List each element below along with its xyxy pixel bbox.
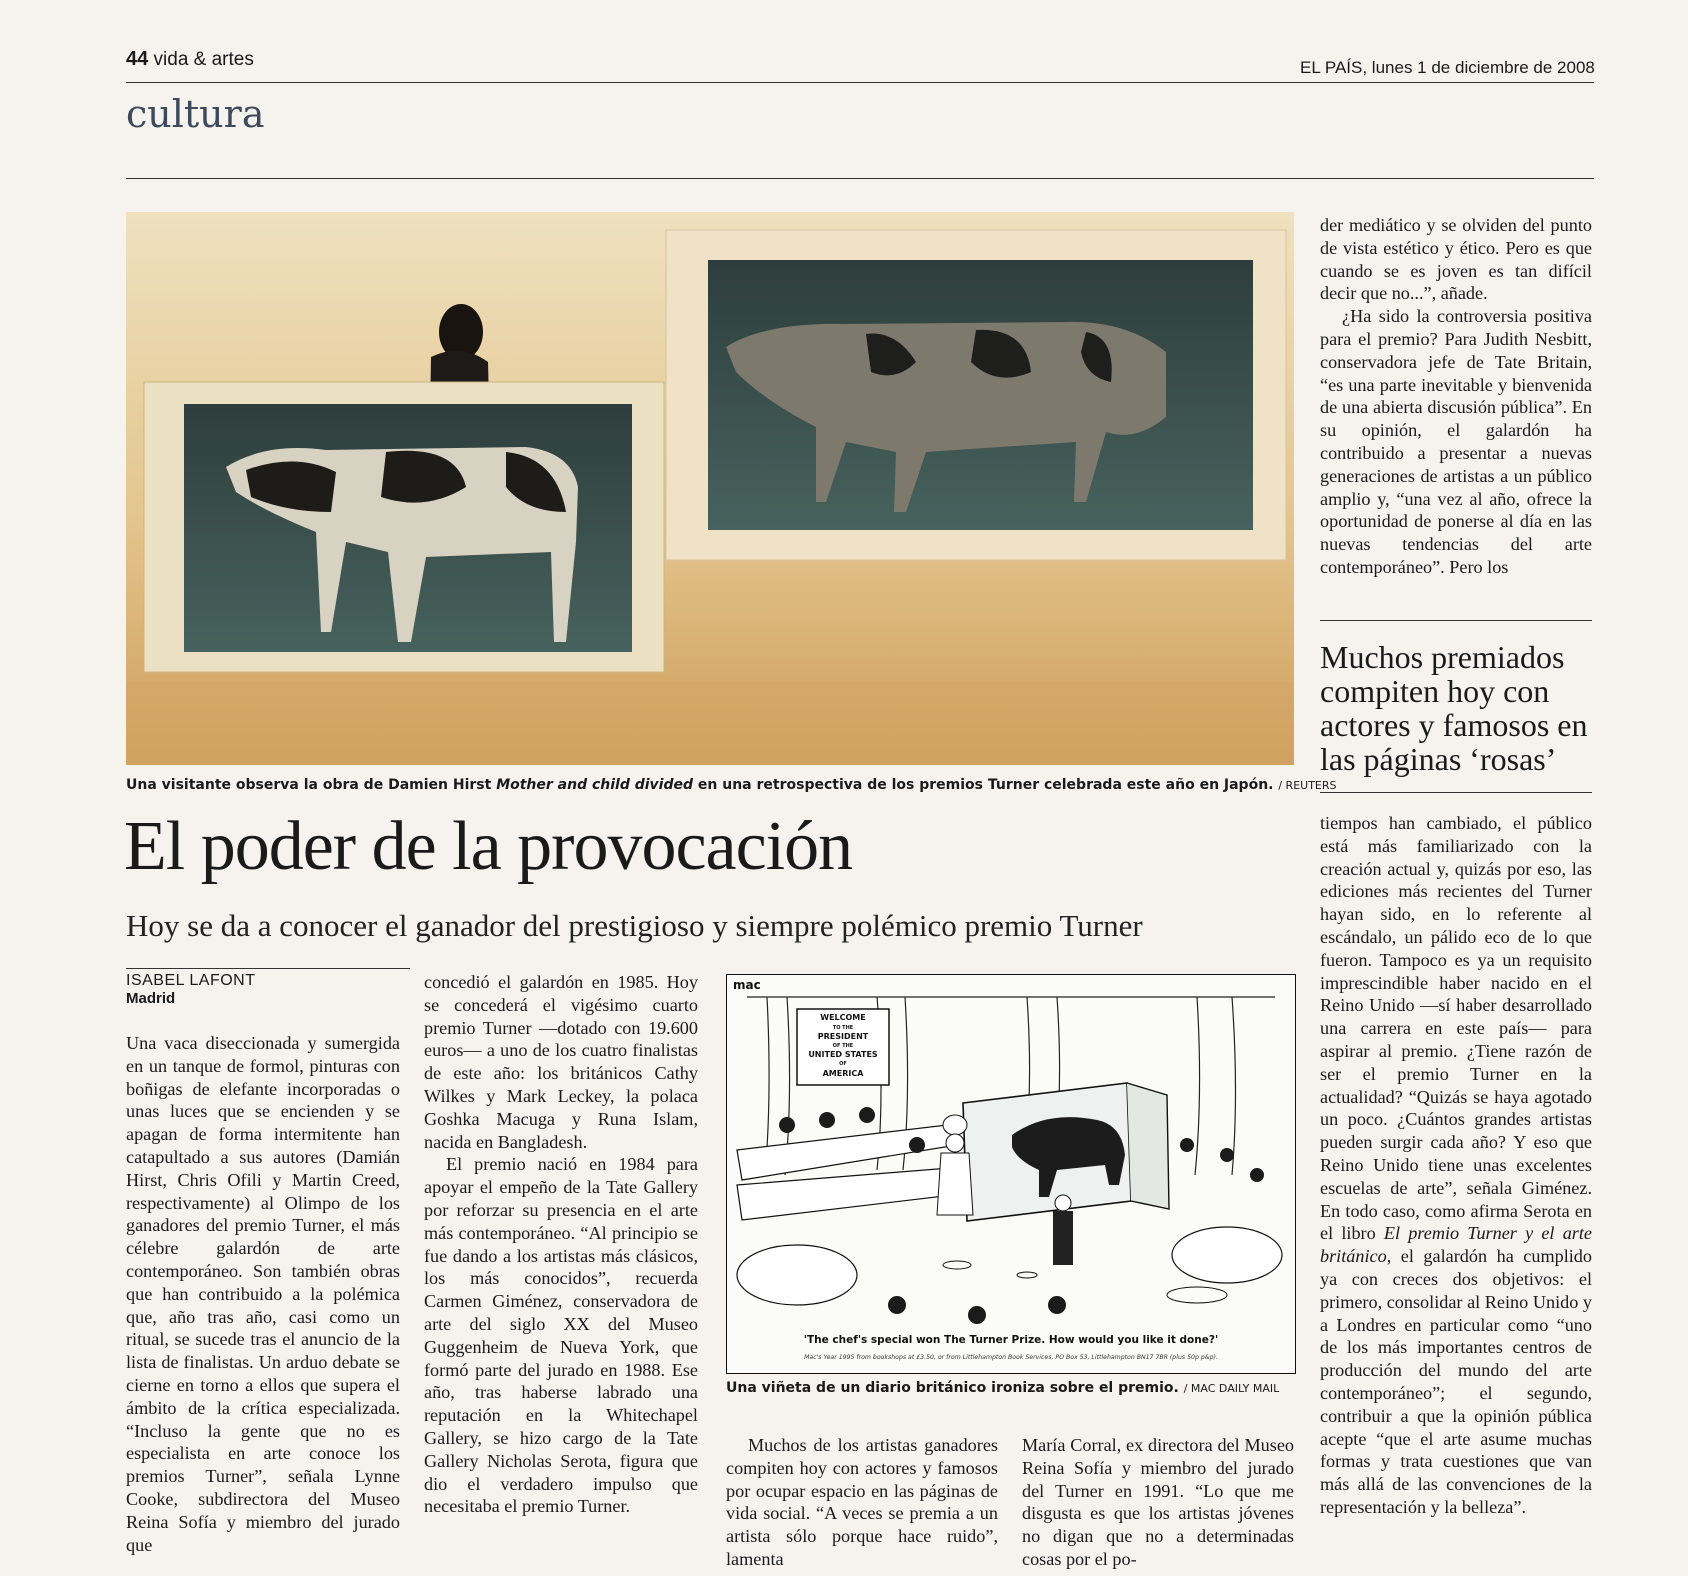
- artwork-title: Mother and child divided: [496, 777, 694, 793]
- paragraph: concedió el galardón en 1985. Hoy se concederá el vigésimo cuarto premio Turner —dotado con 19.600 euros— a uno de los cuatro finalistas de este año: los británicos Cathy Wilkes y Mark Leckey, la polaca Goshka Macuga y Runa Islam, nacida en Bangladesh.: [424, 972, 698, 1152]
- paragraph: ¿Ha sido la controversia positiva para el premio? Para Judith Nesbitt, conservadora jefe de Tate Britain, “es una parte inevitable y bienvenida de una abierta discusión pública”. En su opinión, el galardón ha contribuido a presentar a nuevas generaciones de artistas a un público amplio y, “una vez al año, ofrece la oportunidad de ponerse al día en las nuevas tendencias del arte contemporáneo”. Pero los: [1320, 306, 1592, 577]
- byline-author: ISABEL LAFONT: [126, 972, 256, 989]
- newspaper-date: EL PAÍS, lunes 1 de diciembre de 2008: [1300, 58, 1595, 77]
- subheadline: Hoy se da a conocer el ganador del prestigioso y siempre polémico premio Turner: [126, 908, 1143, 943]
- photo-caption-text: Una visitante observa la obra de Damien Hirst: [126, 777, 497, 793]
- cartoon-drawing: [727, 975, 1295, 1373]
- article-column-4: [1022, 1434, 1294, 1571]
- photo-credit: / REUTERS: [1278, 779, 1337, 792]
- paragraph: Muchos de los artistas ganadores compiten hoy con actores y famosos por ocupar espacio en las páginas de vida social. “A veces se premia a un artista sólo porque hace ruido”, lamenta: [726, 1435, 998, 1569]
- article-column-2: [424, 971, 698, 1518]
- pullquote-rule-top: [1320, 620, 1592, 621]
- header-rule: [126, 82, 1594, 83]
- page-number: 44: [126, 48, 149, 70]
- section-name: vida & artes: [153, 49, 254, 70]
- cartoon-caption-text: Una viñeta de un diario británico ironiza sobre el premio.: [726, 1380, 1179, 1396]
- cartoon-credit: / MAC DAILY MAIL: [1183, 1382, 1280, 1395]
- paragraph: María Corral, ex directora del Museo Reina Sofía y miembro del jurado del Turner en 1991. “Lo que me disgusta es que los artistas jóvenes no digan que no a determinadas cosas por el po-: [1022, 1435, 1294, 1569]
- page-header-left: [126, 48, 254, 71]
- sign-text: AMERICA: [822, 1069, 864, 1078]
- photo-caption: [126, 777, 1337, 793]
- main-photo: [126, 212, 1294, 765]
- sign-text: UNITED STATES: [808, 1050, 878, 1059]
- sign-text: OF: [839, 1061, 847, 1067]
- cartoon: [726, 974, 1296, 1374]
- byline-rule: [126, 968, 410, 969]
- paragraph-text: tiempos han cambiado, el público está más familiarizado con la creación actual y, quizás por eso, las ediciones más recientes del Turner hayan sido, en lo referente al escándalo, un pálido eco de lo que fueron. Tampoco es ya un requisito imprescindible haber nacido en el Reino Unido —sí haber desarrollado una carrera en este país— para aspirar al premio. ¿Tiene razón de ser el premio Turner en la actualidad? “Quizás se haya agotado un poco. ¿Cuántos grandes artistas pueden surgir cada año? Y eso que Reino Unido tiene unas excelentes escuelas de arte”, señala Giménez. En todo caso, como afirma Serota en el libro: [1320, 813, 1592, 1244]
- photo-hirst-mother-child-divided: [126, 212, 1294, 765]
- paragraph-text-end: , el galardón ha cumplido ya con creces dos objetivos: el primero, consolidar al Reino Unido y a Londres en particular como “uno de los más importantes centros de producción del mundo del arte contemporáneo”; el segundo, contribuir a que la opinión pública acepte “que el arte asume muchas formas y trata cuestiones que van más allá de las convenciones de la representación y la belleza”.: [1320, 1246, 1592, 1517]
- cartoon-quote: 'The chef's special won The Turner Prize. How would you like it done?': [803, 1334, 1219, 1346]
- sign-text: TO THE: [832, 1025, 854, 1031]
- section-rule: [126, 178, 1594, 179]
- cartoon-caption: [726, 1380, 1279, 1396]
- pullquote-rule-bottom: [1320, 792, 1592, 793]
- article-column-5-bottom: [1320, 812, 1592, 1519]
- sign-text: OF THE: [832, 1043, 854, 1049]
- byline-city: Madrid: [126, 990, 176, 1007]
- cartoon-signature: mac: [733, 978, 761, 992]
- photo-caption-text-end: en una retrospectiva de los premios Turner celebrada este año en Japón.: [693, 777, 1274, 793]
- paragraph: El premio nació en 1984 para apoyar el empeño de la Tate Gallery por reforzar su presencia en el arte más contemporáneo. “Al principio se fue dando a los artistas más clásicos, los más conocidos”, recuerda Carmen Giménez, conservadora de arte del siglo XX del Museo Guggenheim de Nueva York, que formó parte del jurado en 1988. Ese año, tras haberse labrado una reputación en la Whitechapel Gallery, se hizo cargo de la Tate Gallery Nicholas Serota, figura que dio el verdadero impulso que necesitaba el premio Turner.: [424, 1154, 698, 1517]
- cartoon-fineprint: Mac's Year 1995 from bookshops at £3.50, or from Littlehampton Book Services, PO Box 53, Littlehampton BN17 7BR (plus 50p p&p).: [804, 1354, 1218, 1361]
- article-column-3: [726, 1434, 998, 1571]
- sign-text: WELCOME: [820, 1013, 866, 1022]
- paragraph: [1320, 812, 1592, 1519]
- headline: El poder de la provocación: [124, 808, 853, 885]
- article-column-5-top: [1320, 214, 1592, 579]
- article-column-1: [126, 1032, 400, 1556]
- paragraph: Una vaca diseccionada y sumergida en un tanque de formol, pinturas con boñigas de elefante incorporadas o unas luces que se encienden y se apagan de forma intermitente han catapultado a sus autores (Damián Hirst, Chris Ofili y Martin Creed, respectivamente) al Olimpo de los ganadores del premio Turner, el más célebre galardón de arte contemporáneo. Son también obras que han contribuido a la polémica que, año tras año, casi como un ritual, se sucede tras el anuncio de la lista de finalistas. Un arduo debate se cierne en torno a ellos que supera el ámbito de la crítica especializada. “Incluso la gente que no es especialista en arte conoce los premios Turner”, señala Lynne Cooke, subdirectora del Museo Reina Sofía y miembro del jurado que: [126, 1033, 400, 1555]
- pull-quote: Muchos premiados compiten hoy con actores y famosos en las páginas ‘rosas’: [1320, 639, 1588, 777]
- sign-text: PRESIDENT: [817, 1032, 869, 1041]
- paragraph: der mediático y se olviden del punto de vista estético y ético. Pero es que cuando se es joven es tan difícil decir que no...”, añade.: [1320, 215, 1592, 304]
- book-title: El premio Turner y el arte británico: [1320, 1223, 1592, 1267]
- section-label: cultura: [126, 92, 265, 136]
